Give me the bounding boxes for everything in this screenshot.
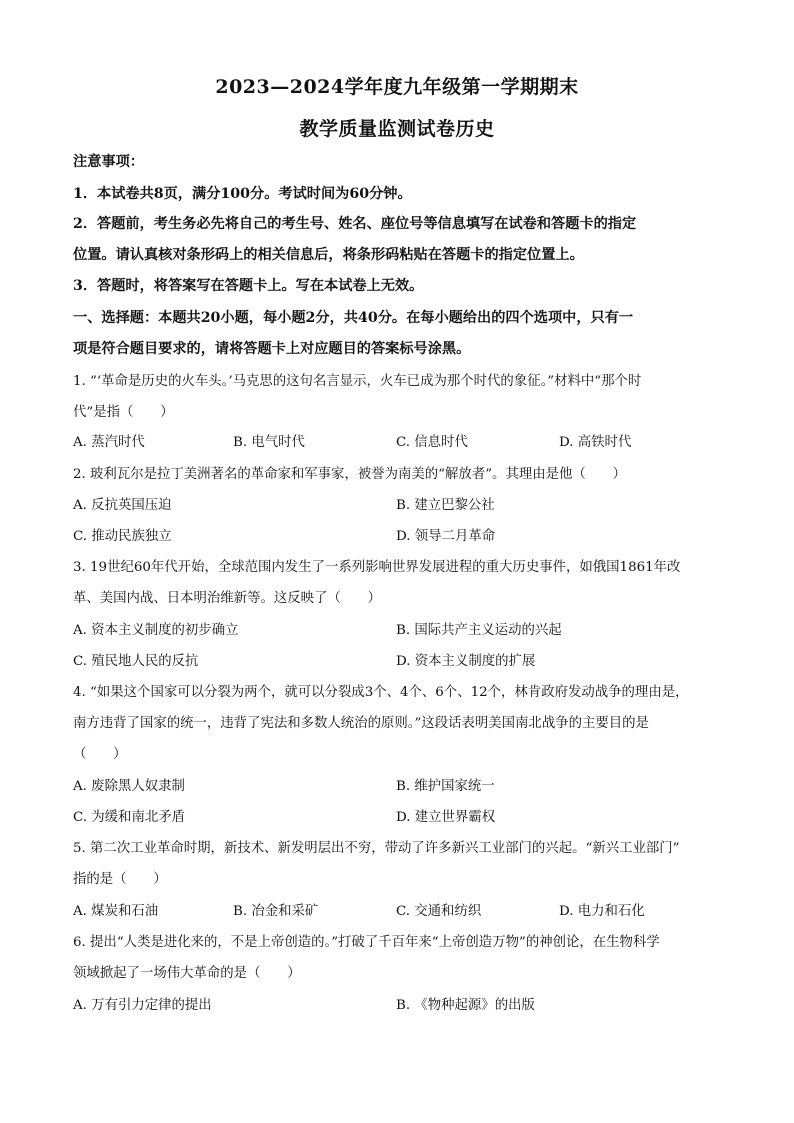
question-4-option-b: B. 维护国家统一 xyxy=(396,779,495,794)
question-1-stem-line1: 1. “‘革命是历史的火车头。’马克思的这句名言显示，火车已成为那个时代的象征。”材料中“那个时 xyxy=(73,374,642,389)
notice-item-2-line1: 2．答题前，考生务必先将自己的考生号、姓名、座位号等信息填写在试卷和答题卡的指定 xyxy=(73,216,637,232)
notice-item-1: 1．本试卷共8页，满分100分。考试时间为60分钟。 xyxy=(73,186,412,202)
question-2-option-a: A. 反抗英国压迫 xyxy=(73,498,172,513)
question-4-option-c: C. 为缓和南北矛盾 xyxy=(73,810,186,825)
question-4-stem-line3: （ ） xyxy=(73,747,127,762)
section-1-instructions-line1: 一、选择题：本题共20小题，每小题2分，共40分。在每小题给出的四个选项中，只有一 xyxy=(73,310,634,326)
exam-title-line2: 教学质量监测试卷历史 xyxy=(299,118,495,140)
question-6-option-b: B. 《物种起源》的出版 xyxy=(396,998,535,1013)
question-1-option-b: B. 电气时代 xyxy=(233,435,305,450)
question-5-stem-line2: 指的是（ ） xyxy=(73,872,167,887)
exam-title-line1: 2023—2024学年度九年级第一学期期末 xyxy=(215,76,579,98)
question-4-stem-line1: 4. “如果这个国家可以分裂为两个，就可以分裂成3个、4个、6个、12个，林肯政府发动战争的理由是， xyxy=(73,685,689,700)
notice-heading: 注意事项： xyxy=(73,154,144,170)
question-3-option-a: A. 资本主义制度的初步确立 xyxy=(73,623,239,638)
question-3-stem-line1: 3. 19世纪60年代开始，全球范围内发生了一系列影响世界发展进程的重大历史事件，如俄国1861年改 xyxy=(73,560,681,575)
question-1-option-a: A. 蒸汽时代 xyxy=(73,435,145,450)
question-6-option-a: A. 万有引力定律的提出 xyxy=(73,998,212,1013)
question-1-stem-line2: 代”是指（ ） xyxy=(73,405,174,420)
question-4-option-a: A. 废除黑人奴隶制 xyxy=(73,779,185,794)
question-6-stem-line1: 6. 提出“人类是进化来的，不是上帝创造的。”打破了千百年来“上帝创造万物”的神创论，在生物科学 xyxy=(73,935,660,950)
question-5-stem-line1: 5. 第二次工业革命时期，新技术、新发明层出不穷，带动了许多新兴工业部门的兴起。“新兴工业部门” xyxy=(73,841,680,856)
question-3-option-c: C. 殖民地人民的反抗 xyxy=(73,654,199,669)
question-5-option-c: C. 交通和纺织 xyxy=(396,904,482,919)
question-2-option-c: C. 推动民族独立 xyxy=(73,529,172,544)
question-1-option-c: C. 信息时代 xyxy=(396,435,468,450)
question-3-stem-line2: 革、美国内战、日本明治维新等。这反映了（ ） xyxy=(73,591,381,606)
notice-item-2-line2: 位置。请认真核对条形码上的相关信息后，将条形码粘贴在答题卡的指定位置上。 xyxy=(73,247,584,263)
question-3-option-d: D. 资本主义制度的扩展 xyxy=(396,654,536,669)
section-1-instructions-line2: 项是符合题目要求的，请将答题卡上对应题目的答案标号涂黑。 xyxy=(73,341,471,357)
question-1-option-d: D. 高铁时代 xyxy=(559,435,632,450)
question-5-option-a: A. 煤炭和石油 xyxy=(73,904,159,919)
question-4-stem-line2: 南方违背了国家的统一，违背了宪法和多数人统治的原则。”这段话表明美国南北战争的主要目的是 xyxy=(73,716,649,731)
question-5-option-d: D. 电力和石化 xyxy=(559,904,645,919)
notice-item-3: 3．答题时，将答案写在答题卡上。写在本试卷上无效。 xyxy=(73,278,424,294)
question-5-option-b: B. 冶金和采矿 xyxy=(233,904,319,919)
question-2-option-d: D. 领导二月革命 xyxy=(396,529,496,544)
question-4-option-d: D. 建立世界霸权 xyxy=(396,810,496,825)
question-2-stem: 2. 玻利瓦尔是拉丁美洲著名的革命家和军事家，被誉为南美的“解放者”。其理由是他（ ） xyxy=(73,467,626,482)
question-3-option-b: B. 国际共产主义运动的兴起 xyxy=(396,623,562,638)
question-2-option-b: B. 建立巴黎公社 xyxy=(396,498,495,513)
question-6-stem-line2: 领域掀起了一场伟大革命的是（ ） xyxy=(73,966,301,981)
